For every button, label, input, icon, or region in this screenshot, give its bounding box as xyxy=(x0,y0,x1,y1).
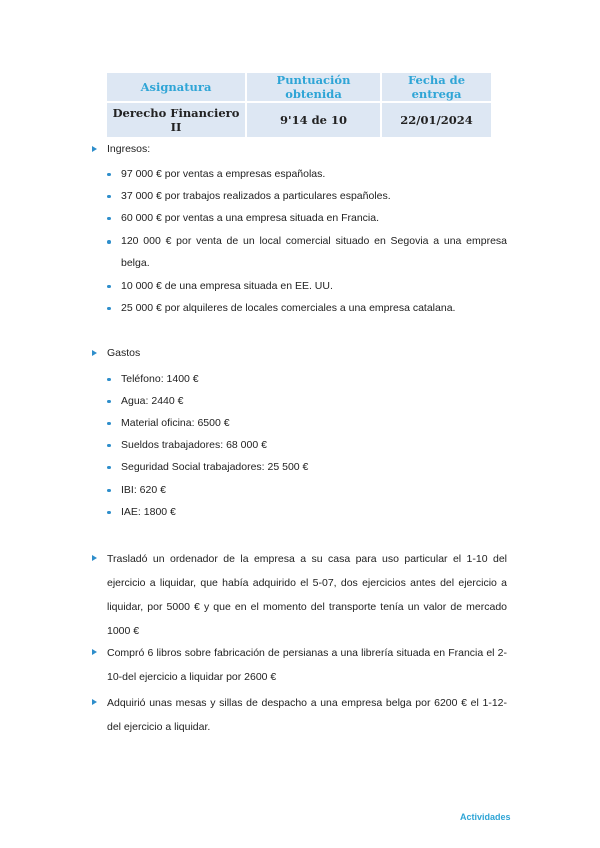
table-header-cell: Fecha de entrega xyxy=(382,73,491,101)
list-item-text: Material oficina: 6500 € xyxy=(121,417,230,429)
list-item-text: Teléfono: 1400 € xyxy=(121,373,199,385)
list-item-text: IBI: 620 € xyxy=(121,484,166,496)
footer-label: Actividades xyxy=(460,812,511,822)
list-item-text: 10 000 € de una empresa situada en EE. UU. xyxy=(121,280,333,292)
list-item-text: 37 000 € por trabajos realizados a particulares españoles. xyxy=(121,190,391,202)
list-item-text: Seguridad Social trabajadores: 25 500 € xyxy=(121,461,309,473)
table-header-cell: Asignatura xyxy=(107,73,247,101)
triangle-bullet-icon xyxy=(92,146,97,152)
paragraph-text: Compró 6 libros sobre fabricación de persianas a una librería situada en Francia el 2-10-del ejercicio a liquidar por 2600 € xyxy=(107,647,507,683)
gastos-title: Gastos xyxy=(107,347,141,359)
bullet-icon xyxy=(107,422,111,426)
bullet-icon xyxy=(107,240,111,244)
bullet-icon xyxy=(107,307,111,311)
table-header-cell: Puntuación obtenida xyxy=(247,73,382,101)
list-item-text: 60 000 € por ventas a una empresa situada en Francia. xyxy=(121,212,379,224)
list-item-text: 97 000 € por ventas a empresas españolas. xyxy=(121,168,326,180)
list-item-text: 25 000 € por alquileres de locales comerciales a una empresa catalana. xyxy=(121,302,456,314)
bullet-icon xyxy=(107,511,111,515)
paragraph-text: Trasladó un ordenador de la empresa a su casa para uso particular el 1-10 del ejercicio a liquidar, que había adquirido el 5-07, dos ejercicios antes del ejercicio a liquidar, por 5000 € y que en el momento del transporte tenía un valor de mercado 1000 € xyxy=(107,553,507,637)
triangle-bullet-icon xyxy=(92,350,97,356)
triangle-bullet-icon xyxy=(92,699,97,705)
bullet-icon xyxy=(107,217,111,221)
bullet-icon xyxy=(107,173,111,177)
table-cell: Derecho Financiero II xyxy=(107,101,247,137)
grade-table xyxy=(107,73,491,137)
ingresos-title: Ingresos: xyxy=(107,143,151,155)
table-cell: 22/01/2024 xyxy=(382,101,491,137)
bullet-icon xyxy=(107,195,111,199)
bullet-icon xyxy=(107,378,111,382)
list-item-text: Sueldos trabajadores: 68 000 € xyxy=(121,439,267,451)
bullet-icon xyxy=(107,489,111,493)
paragraph-text: Adquirió unas mesas y sillas de despacho a una empresa belga por 6200 € el 1-12-del ejercicio a liquidar. xyxy=(107,697,507,733)
table-cell: 9'14 de 10 xyxy=(247,101,382,137)
bullet-icon xyxy=(107,285,111,289)
bullet-icon xyxy=(107,466,111,470)
table-row xyxy=(107,101,491,137)
triangle-bullet-icon xyxy=(92,555,97,561)
table-header-row xyxy=(107,73,491,101)
list-item-text: 120 000 € por venta de un local comercial situado en Segovia a una empresa belga. xyxy=(121,235,507,269)
bullet-icon xyxy=(107,444,111,448)
list-item-text: IAE: 1800 € xyxy=(121,506,176,518)
list-item-text: Agua: 2440 € xyxy=(121,395,184,407)
bullet-icon xyxy=(107,400,111,404)
triangle-bullet-icon xyxy=(92,649,97,655)
